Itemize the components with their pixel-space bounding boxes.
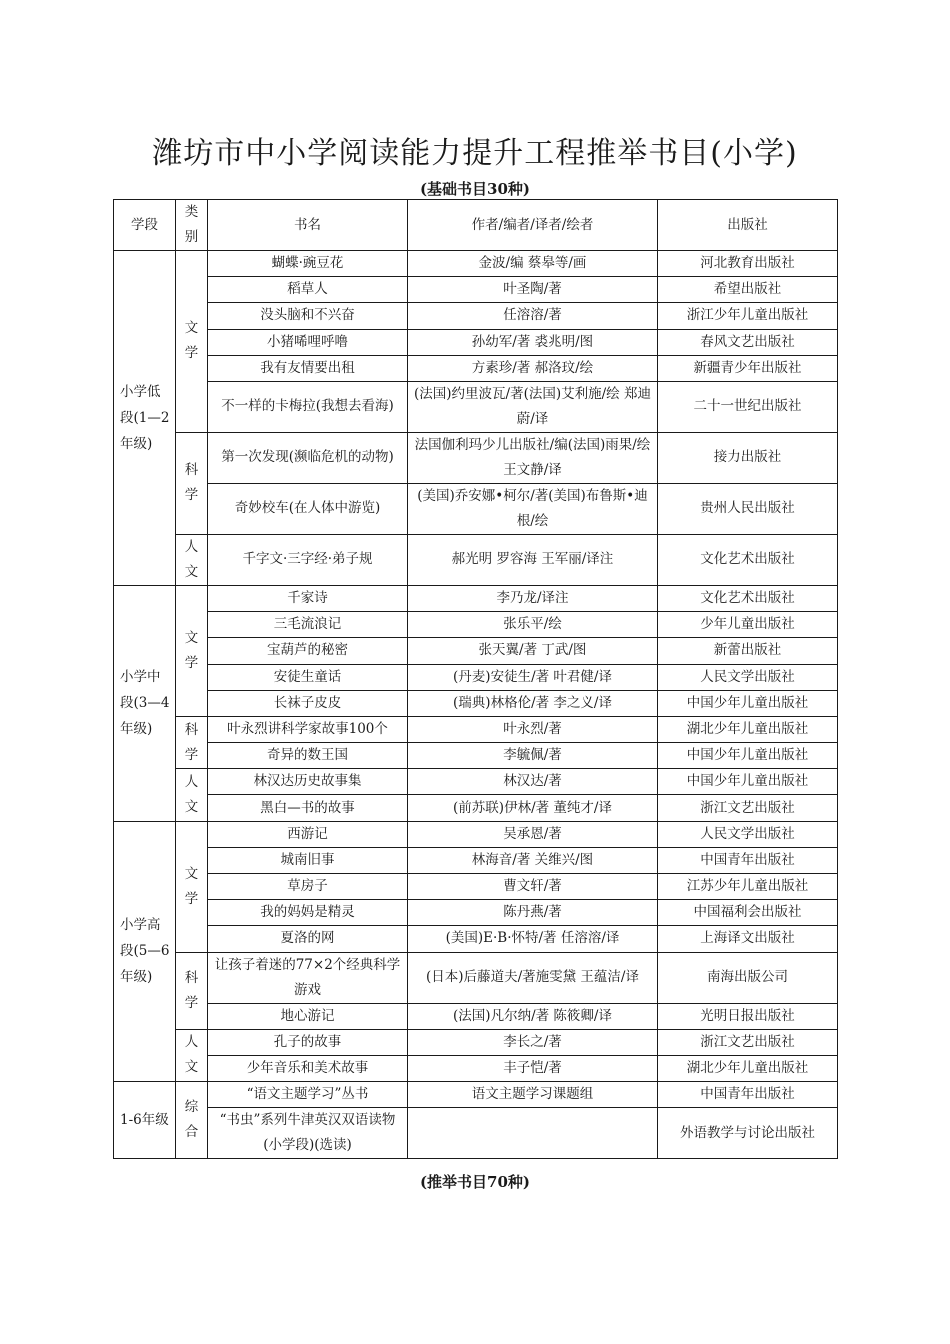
table-row (114, 303, 838, 329)
book-title-cell: 我有友情要出租 (208, 355, 408, 381)
category-cell: 综合 (176, 1082, 208, 1159)
table-row (114, 277, 838, 303)
publisher-cell: 浙江文艺出版社 (658, 795, 838, 821)
book-title-cell: 蝴蝶·豌豆花 (208, 251, 408, 277)
header-publisher: 出版社 (658, 200, 838, 251)
table-row (114, 1082, 838, 1108)
book-title-cell: 奇妙校车(在人体中游览) (208, 483, 408, 534)
table-row (114, 900, 838, 926)
table-row (114, 664, 838, 690)
author-cell: 金波/编 蔡皋等/画 (408, 251, 658, 277)
author-cell: 丰子恺/著 (408, 1055, 658, 1081)
book-title-cell: 第一次发现(濒临危机的动物) (208, 432, 408, 483)
table-row (114, 1108, 838, 1159)
table-row (114, 716, 838, 742)
book-title-cell: 林汉达历史故事集 (208, 769, 408, 795)
book-title-cell: 夏洛的网 (208, 926, 408, 952)
category-cell: 文学 (176, 585, 208, 716)
stage-cell: 1-6年级 (114, 1082, 176, 1159)
table-row (114, 874, 838, 900)
table-row (114, 690, 838, 716)
publisher-cell: 外语教学与讨论出版社 (658, 1108, 838, 1159)
publisher-cell: 南海出版公司 (658, 952, 838, 1003)
basic-list-subtitle: (基础书目30种) (419, 180, 531, 198)
recommended-list-footer: (推举书目70种) (419, 1173, 531, 1191)
table-row (114, 534, 838, 585)
header-stage: 学段 (114, 200, 176, 251)
book-list-table (113, 199, 838, 1159)
author-cell: (丹麦)安徒生/著 叶君健/译 (408, 664, 658, 690)
book-title-cell: 三毛流浪记 (208, 612, 408, 638)
book-title-cell: “书虫”系列牛津英汉双语读物(小学段)(选读) (208, 1108, 408, 1159)
publisher-cell: 中国福利会出版社 (658, 900, 838, 926)
author-cell: (美国)E·B·怀特/著 任溶溶/译 (408, 926, 658, 952)
author-cell: (美国)乔安娜•柯尔/著(美国)布鲁斯•迪根/绘 (408, 483, 658, 534)
table-row (114, 769, 838, 795)
table-row (114, 585, 838, 611)
publisher-cell: 希望出版社 (658, 277, 838, 303)
publisher-cell: 湖北少年儿童出版社 (658, 1055, 838, 1081)
author-cell: 李乃龙/译注 (408, 585, 658, 611)
author-cell: (日本)后藤道夫/著施雯黛 王蕴洁/译 (408, 952, 658, 1003)
header-row (114, 200, 838, 251)
publisher-cell: 人民文学出版社 (658, 821, 838, 847)
publisher-cell: 河北教育出版社 (658, 251, 838, 277)
author-cell: 郝光明 罗容海 王军丽/译注 (408, 534, 658, 585)
category-cell: 科学 (176, 952, 208, 1029)
table-row (114, 821, 838, 847)
author-cell: 法国伽利玛少儿出版社/编(法国)雨果/绘 王文静/译 (408, 432, 658, 483)
book-title-cell: 长袜子皮皮 (208, 690, 408, 716)
publisher-cell: 少年儿童出版社 (658, 612, 838, 638)
book-title-cell: “语文主题学习”丛书 (208, 1082, 408, 1108)
author-cell: (前苏联)伊林/著 董纯才/译 (408, 795, 658, 821)
author-cell: (瑞典)林格伦/著 李之义/译 (408, 690, 658, 716)
publisher-cell: 贵州人民出版社 (658, 483, 838, 534)
book-title-cell: 不一样的卡梅拉(我想去看海) (208, 381, 408, 432)
book-title-cell: 地心游记 (208, 1003, 408, 1029)
table-row (114, 483, 838, 534)
publisher-cell: 湖北少年儿童出版社 (658, 716, 838, 742)
book-title-cell: 奇异的数王国 (208, 743, 408, 769)
table-row (114, 638, 838, 664)
book-title-cell: 西游记 (208, 821, 408, 847)
table-row (114, 612, 838, 638)
author-cell: (法国)约里波瓦/著(法国)艾利施/绘 郑迪蔚/译 (408, 381, 658, 432)
table-row (114, 1003, 838, 1029)
category-cell: 科学 (176, 716, 208, 768)
publisher-cell: 文化艺术出版社 (658, 534, 838, 585)
author-cell (408, 1108, 658, 1159)
book-title-cell: 宝葫芦的秘密 (208, 638, 408, 664)
book-title-cell: 千字文·三字经·弟子规 (208, 534, 408, 585)
publisher-cell: 中国青年出版社 (658, 847, 838, 873)
stage-cell: 小学高段(5—6年级) (114, 821, 176, 1082)
category-cell: 人文 (176, 534, 208, 585)
header-author: 作者/编者/译者/绘者 (408, 200, 658, 251)
publisher-cell: 春风文艺出版社 (658, 329, 838, 355)
author-cell: 林海音/著 关维兴/图 (408, 847, 658, 873)
publisher-cell: 中国少年儿童出版社 (658, 690, 838, 716)
table-row (114, 795, 838, 821)
table-row (114, 847, 838, 873)
publisher-cell: 二十一世纪出版社 (658, 381, 838, 432)
table-row (114, 432, 838, 483)
publisher-cell: 新疆青少年出版社 (658, 355, 838, 381)
publisher-cell: 中国少年儿童出版社 (658, 769, 838, 795)
book-title-cell: 叶永烈讲科学家故事100个 (208, 716, 408, 742)
category-cell: 人文 (176, 769, 208, 821)
author-cell: 叶永烈/著 (408, 716, 658, 742)
stage-cell: 小学低段(1—2年级) (114, 251, 176, 586)
table-row (114, 743, 838, 769)
author-cell: 曹文轩/著 (408, 874, 658, 900)
publisher-cell: 光明日报出版社 (658, 1003, 838, 1029)
book-title-cell: 稻草人 (208, 277, 408, 303)
stage-cell: 小学中段(3—4年级) (114, 585, 176, 821)
table-row (114, 381, 838, 432)
table-row (114, 952, 838, 1003)
author-cell: 陈丹燕/著 (408, 900, 658, 926)
publisher-cell: 上海译文出版社 (658, 926, 838, 952)
publisher-cell: 新蕾出版社 (658, 638, 838, 664)
author-cell: 李毓佩/著 (408, 743, 658, 769)
author-cell: 李长之/著 (408, 1029, 658, 1055)
table-row (114, 251, 838, 277)
category-cell: 科学 (176, 432, 208, 534)
table-row (114, 1029, 838, 1055)
publisher-cell: 中国青年出版社 (658, 1082, 838, 1108)
table-row (114, 355, 838, 381)
publisher-cell: 江苏少年儿童出版社 (658, 874, 838, 900)
page-title: 潍坊市中小学阅读能力提升工程推举书目(小学) (152, 136, 798, 171)
book-title-cell: 少年音乐和美术故事 (208, 1055, 408, 1081)
author-cell: (法国)凡尔纳/著 陈筱卿/译 (408, 1003, 658, 1029)
publisher-cell: 浙江少年儿童出版社 (658, 303, 838, 329)
author-cell: 吴承恩/著 (408, 821, 658, 847)
book-title-cell: 安徒生童话 (208, 664, 408, 690)
publisher-cell: 浙江文艺出版社 (658, 1029, 838, 1055)
book-title-cell: 城南旧事 (208, 847, 408, 873)
book-title-cell: 孔子的故事 (208, 1029, 408, 1055)
book-title-cell: 千家诗 (208, 585, 408, 611)
header-category: 类别 (176, 200, 208, 251)
author-cell: 叶圣陶/著 (408, 277, 658, 303)
author-cell: 任溶溶/著 (408, 303, 658, 329)
book-title-cell: 我的妈妈是精灵 (208, 900, 408, 926)
table-row (114, 926, 838, 952)
category-cell: 文学 (176, 821, 208, 952)
author-cell: 孙幼军/著 裘兆明/图 (408, 329, 658, 355)
book-title-cell: 小猪唏哩呼噜 (208, 329, 408, 355)
book-title-cell: 没头脑和不兴奋 (208, 303, 408, 329)
book-title-cell: 草房子 (208, 874, 408, 900)
author-cell: 方素珍/著 郝洛玟/绘 (408, 355, 658, 381)
header-book-title: 书名 (208, 200, 408, 251)
author-cell: 语文主题学习课题组 (408, 1082, 658, 1108)
book-title-cell: 让孩子着迷的77×2个经典科学游戏 (208, 952, 408, 1003)
author-cell: 张天翼/著 丁武/图 (408, 638, 658, 664)
author-cell: 张乐平/绘 (408, 612, 658, 638)
category-cell: 文学 (176, 251, 208, 433)
table-row (114, 329, 838, 355)
publisher-cell: 中国少年儿童出版社 (658, 743, 838, 769)
category-cell: 人文 (176, 1029, 208, 1081)
author-cell: 林汉达/著 (408, 769, 658, 795)
publisher-cell: 人民文学出版社 (658, 664, 838, 690)
publisher-cell: 接力出版社 (658, 432, 838, 483)
book-title-cell: 黑白—书的故事 (208, 795, 408, 821)
table-row (114, 1055, 838, 1081)
publisher-cell: 文化艺术出版社 (658, 585, 838, 611)
